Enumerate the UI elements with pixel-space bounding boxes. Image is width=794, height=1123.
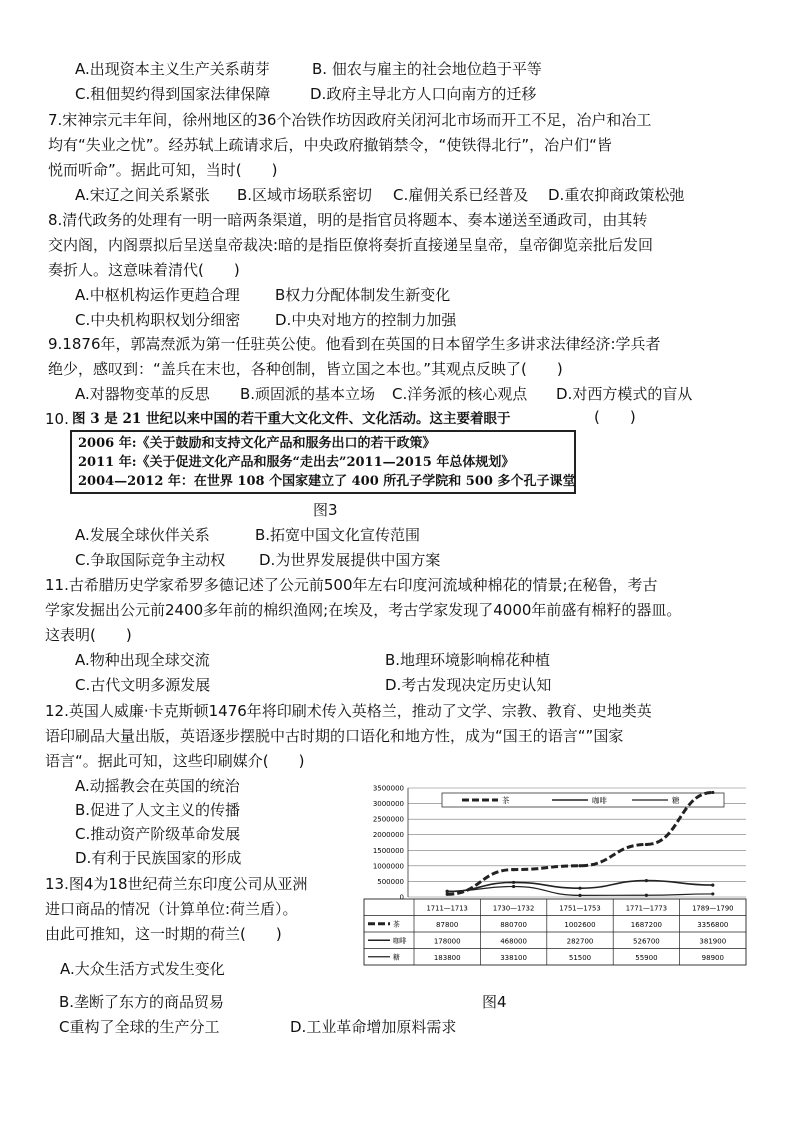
q12-option-c: C.推动资产阶级革命发展 [75, 825, 241, 843]
data-point [645, 879, 648, 882]
q8-stem-line1: 8.清代政务的处理有一明一暗两条渠道，明的是指官员将题本、奏本递送至通政司，由其转 [48, 211, 648, 229]
y-tick-label: 3000000 [372, 800, 404, 809]
x-category-label: 1751—1753 [559, 904, 601, 913]
q10-option-b: B.拓宽中国文化宣传范围 [255, 526, 421, 544]
series-line-0 [447, 792, 713, 894]
q7-option-a: A.宋辽之间关系紧张 [75, 186, 210, 204]
q12-option-d: D.有利于民族国家的形成 [75, 849, 242, 867]
q9-stem-line2: 绝少，感叹到：“盖兵在末也，各种创制，皆立国之本也。”其观点反映了( ) [48, 360, 563, 378]
q10-answer-paren: ( ) [594, 408, 636, 426]
q6-option-b: B. 佃农与雇主的社会地位趋于平等 [312, 60, 542, 78]
q13-option-b: B.垄断了东方的商品贸易 [59, 993, 225, 1011]
q7-stem-line1: 7.宋神宗元丰年间，徐州地区的36个冶铁作坊因政府关闭河北市场而开工不足，冶户和冶工 [48, 111, 652, 129]
table-cell-value: 3356800 [697, 921, 729, 929]
q10-number: 10. [45, 410, 69, 428]
data-point [446, 890, 449, 893]
q6-option-a: A.出现资本主义生产关系萌芽 [75, 60, 270, 78]
data-point [446, 893, 449, 896]
q8-stem-line3: 奏折人。这意味着清代( ) [48, 261, 240, 279]
legend-label: 茶 [502, 796, 510, 805]
q8-option-c: C.中央机构职权划分细密 [75, 311, 241, 329]
q7-stem-line3: 悦而听命”。据此可知，当时( ) [48, 161, 278, 179]
x-category-label: 1771—1773 [625, 904, 668, 913]
table-cell-value: 282700 [566, 937, 594, 946]
y-tick-label: 1000000 [372, 862, 404, 871]
q7-option-c: C.雇佣关系已经普及 [393, 186, 529, 204]
q10-stem: 图 3 是 21 世纪以来中国的若干重大文化文件、文化活动。这主要着眼于 [72, 411, 511, 427]
table-series-name: 糖 [393, 953, 400, 962]
q9-option-b: B.顽固派的基本立场 [240, 385, 376, 403]
chart-legend [442, 793, 724, 807]
table-cell-value: 98900 [701, 954, 724, 962]
y-tick-label: 1500000 [372, 846, 404, 855]
q11-option-d: D.考古发现决定历史认知 [385, 676, 552, 694]
table-cell-value: 1002600 [564, 921, 596, 929]
table-cell-value: 468000 [500, 937, 527, 946]
data-point [711, 892, 714, 895]
y-tick-label: 2000000 [372, 831, 404, 840]
q9-option-c: C.洋务派的核心观点 [392, 385, 528, 403]
q12-stem-line1: 12.英国人威廉·卡克斯顿1476年将印刷术传入英格兰，推动了文学、宗教、教育、史地类英 [45, 702, 652, 720]
table-series-name: 咖啡 [393, 937, 407, 945]
x-category-label: 1730—1732 [492, 904, 535, 913]
q7-option-b: B.区域市场联系密切 [237, 186, 373, 204]
table-cell-value: 87800 [436, 921, 459, 929]
x-category-label: 1789—1790 [692, 904, 734, 913]
q8-option-b: B权力分配体制发生新变化 [275, 286, 451, 304]
data-point [512, 868, 515, 871]
q11-option-b: B.地理环境影响棉花种植 [385, 651, 551, 669]
table-cell-value: 51500 [568, 954, 592, 962]
q12-option-a: A.动摇教会在英国的统治 [75, 777, 240, 795]
q11-stem-line2: 学家发掘出公元前2400多年前的棉织渔网;在埃及，考古学家发现了4000年前盛有棉籽的器皿。 [45, 601, 682, 619]
data-point [578, 864, 581, 867]
q12-stem-line3: 语言“。据此可知，这些印刷媒介( ) [45, 752, 305, 770]
q9-stem-line1: 9.1876年，郭嵩焘派为第一任驻英公使。他看到在英国的日本留学生多讲求法律经济:学兵者 [48, 335, 661, 353]
q10-option-d: D.为世界发展提供中国方案 [259, 551, 441, 569]
q13-option-a: A.大众生活方式发生变化 [60, 960, 225, 978]
q8-stem-line2: 交内阁，内阁票拟后呈送皇帝裁决:暗的是指臣僚将奏折直接递呈皇帝，皇帝御览亲批后发回 [48, 236, 654, 254]
data-point [711, 791, 714, 794]
figure3-box [70, 430, 576, 494]
table-cell-value: 55900 [635, 954, 658, 962]
table-series-name: 茶 [393, 920, 400, 929]
table-cell-value: 1687200 [630, 921, 662, 929]
figure4-chart [362, 778, 752, 970]
data-point [578, 894, 581, 897]
q8-option-a: A.中枢机构运作更趋合理 [75, 286, 240, 304]
y-tick-label: 500000 [377, 877, 404, 886]
q11-stem-line1: 11.古希腊历史学家希罗多德记述了公元前500年左右印度河流域种棉花的情景;在秘鲁，考古 [45, 576, 658, 594]
table-cell-value: 183800 [433, 954, 461, 962]
q8-option-d: D.中央对地方的控制力加强 [275, 311, 457, 329]
q7-option-d: D.重农抑商政策松弛 [548, 186, 685, 204]
q11-stem-line3: 这表明( ) [45, 626, 132, 644]
q13-option-c: C重构了全球的生产分工 [59, 1018, 220, 1036]
data-point [512, 881, 515, 884]
q10-option-c: C.争取国际竞争主动权 [75, 551, 226, 569]
q12-option-b: B.促进了人文主义的传播 [75, 801, 241, 819]
legend-label: 糖 [672, 796, 680, 805]
table-cell-value: 338100 [500, 954, 527, 962]
table-cell-value: 381900 [699, 937, 727, 946]
data-point [645, 894, 648, 897]
figure3-row-1: 2006 年:《关于鼓励和支持文化产品和服务出口的若干政策》 [78, 436, 436, 451]
data-point [512, 885, 515, 888]
q13-stem-line3: 由此可推知，这一时期的荷兰( ) [45, 925, 282, 943]
q12-stem-line2: 语印刷品大量出版，英语逐步摆脱中古时期的口语化和地方性，成为“国王的语言“”国家 [45, 727, 624, 745]
q7-stem-line2: 均有“失业之忧”。经苏轼上疏请求后，中央政府撤销禁令，“使铁得北行”，冶户们“皆 [48, 136, 612, 154]
q13-option-d: D.工业革命增加原料需求 [290, 1018, 457, 1036]
q6-option-d: D.政府主导北方人口向南方的迁移 [310, 85, 537, 103]
q10-option-a: A.发展全球伙伴关系 [75, 526, 210, 544]
figure4-caption: 图4 [482, 993, 507, 1011]
q11-option-c: C.古代文明多源发展 [75, 676, 211, 694]
q9-option-a: A.对器物变革的反思 [75, 385, 210, 403]
table-cell-value: 526700 [633, 937, 660, 946]
q9-option-d: D.对西方模式的盲从 [556, 385, 693, 403]
table-cell-value: 178000 [433, 937, 461, 946]
q6-option-c: C.租佃契约得到国家法律保障 [75, 85, 271, 103]
figure3-caption: 图3 [313, 501, 338, 519]
y-tick-label: 2500000 [372, 815, 404, 824]
q13-stem-line2: 进口商品的情况（计算单位:荷兰盾）。 [45, 900, 298, 918]
data-point [578, 887, 581, 890]
y-tick-label: 3500000 [372, 784, 404, 793]
table-cell-value: 880700 [500, 921, 527, 929]
legend-label: 咖啡 [592, 796, 607, 805]
q13-stem-line1: 13.图4为18世纪荷兰东印度公司从亚洲 [45, 875, 308, 893]
x-category-label: 1711—1713 [426, 904, 468, 913]
data-point [645, 843, 648, 846]
data-point [711, 884, 714, 887]
q11-option-a: A.物种出现全球交流 [75, 651, 210, 669]
y-tick-label: 0 [399, 893, 404, 902]
series-line-1 [447, 881, 713, 892]
figure3-row-3: 2004—2012 年：在世界 108 个国家建立了 400 所孔子学院和 500 多个孔子课堂 [78, 474, 576, 489]
figure3-row-2: 2011 年:《关于促进文化产品和服务“走出去”2011—2015 年总体规划》 [78, 455, 515, 470]
